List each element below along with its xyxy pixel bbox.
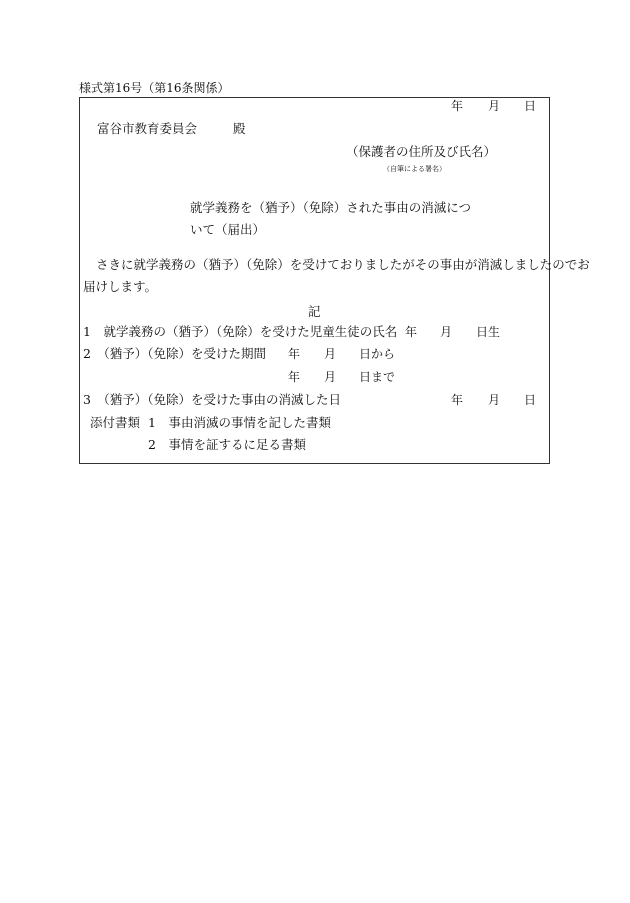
- attachment-item-2: 2 事情を証するに足る書類: [148, 437, 306, 452]
- item-2-from-month: 月: [324, 347, 337, 361]
- item-3-label: 3 （猶予）（免除）を受けた事由の消滅した日: [83, 392, 341, 407]
- ki-heading: 記: [308, 304, 321, 319]
- item-1-day: 日生: [476, 325, 501, 339]
- form-number: 様式第16号（第16条関係）: [79, 81, 230, 95]
- addressee-honorific: 殿: [233, 121, 246, 136]
- title-line-2: いて（届出）: [190, 222, 266, 237]
- item-1-month: 月: [440, 325, 453, 339]
- guardian-label: （保護者の住所及び氏名）: [346, 144, 497, 159]
- item-1-label: 1 就学義務の（猶予）（免除）を受けた児童生徒の氏名: [83, 324, 398, 339]
- item-2-to-month: 月: [324, 370, 337, 384]
- item-3-year: 年: [451, 393, 464, 407]
- date-day: 日: [524, 99, 537, 113]
- title-line-1: 就学義務を（猶予）（免除）された事由の消滅につ: [190, 200, 472, 215]
- item-2-from-day: 日から: [359, 347, 396, 361]
- item-3-month: 月: [488, 393, 501, 407]
- addressee-name: 富谷市教育委員会: [97, 121, 198, 136]
- item-1-year: 年: [405, 325, 418, 339]
- attachments-label: 添付書類: [90, 415, 141, 430]
- body-line-1: さきに就学義務の（猶予）（免除）を受けておりましたがその事由が消滅しましたのでお: [96, 257, 590, 272]
- date-year: 年: [451, 99, 464, 113]
- item-2-to-year: 年: [288, 370, 301, 384]
- guardian-signature-note: （自筆による署名）: [383, 165, 446, 173]
- item-2-to-day: 日まで: [359, 370, 396, 384]
- item-2-from-year: 年: [288, 347, 301, 361]
- item-2-label: 2 （猶予）（免除）を受けた期間: [83, 346, 266, 361]
- body-line-2: 届けします。: [83, 279, 158, 294]
- attachment-item-1: 1 事由消滅の事情を記した書類: [148, 415, 331, 430]
- date-month: 月: [488, 99, 501, 113]
- item-3-day: 日: [524, 393, 537, 407]
